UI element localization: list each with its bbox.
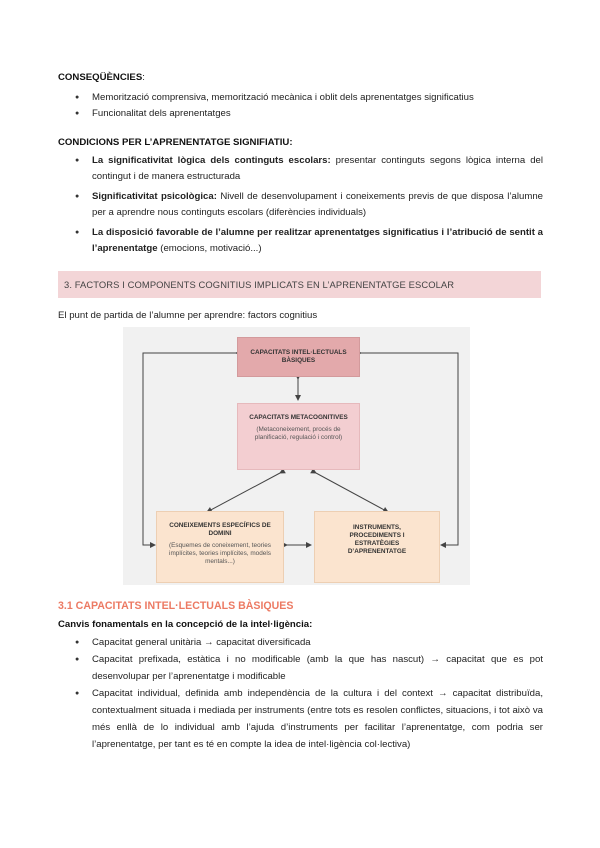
list-item: ● La disposició favorable de l’alumne per realitzar aprenentatges significatius i l’atribució de sentit a l’aprenentatge (emocions, motivació...)	[58, 225, 543, 257]
box-title: CONEIXEMENTS ESPECÍFICS DE DOMINI	[169, 522, 271, 537]
list-item: ● Significativitat psicològica: Nivell de desenvolupament i coneixements previs de que disposa l’alumne per a aprendre nous continguts escolars (diferències individuals)	[58, 189, 543, 221]
box-metacognitive-capacities	[237, 403, 360, 470]
box-domain-specific-knowledge	[156, 511, 284, 583]
section-intro: El punt de partida de l’alumne per aprendre: factors cognitius	[58, 310, 318, 321]
section-subheading: Canvis fonamentals en la concepció de la intel·ligència:	[58, 619, 313, 630]
intelligence-changes-list	[58, 634, 543, 753]
list-item: ● Capacitat general unitària → capacitat diversificada	[58, 634, 543, 651]
list-item: ● Funcionalitat dels aprenentatges	[58, 106, 548, 122]
consequences-heading: CONSEQÜÈNCIES:	[58, 72, 145, 83]
list-item: ● Capacitat prefixada, estàtica i no modificable (amb la que has nascut) → capacitat que es pot desenvolupar per l’aprenentatge i modificable	[58, 651, 543, 685]
box-title: INSTRUMENTS, PROCEDIMENTS I ESTRATÈGIES D’APRENENTATGE	[347, 524, 407, 555]
box-basic-intellectual-capacities	[237, 337, 360, 377]
arrow-middle-right	[316, 473, 388, 512]
list-item: ● Memorització comprensiva, memorització mecànica i oblit dels aprenentatges significatius	[58, 90, 548, 106]
box-learning-strategies	[314, 511, 440, 583]
list-item: ● Capacitat individual, definida amb independència de la cultura i del context → capacitat distribuïda, contextualment situada i mediada per instruments (entre tots es resolen conflictes, situacions, i tot això va més enllà de lo individual amb l’ajuda d’instruments per facilitar l’aprenentatge, com podria ser l’aprenentatge, per tant es té en compte la idea de intel·ligència col·lectiva)	[58, 685, 543, 753]
box-title: CAPACITATS METACOGNITIVES	[249, 414, 348, 421]
list-item: ● La significativitat lògica dels continguts escolars: presentar continguts segons lògica interna del contingut i de manera estructurada	[58, 153, 543, 185]
arrow-middle-left	[207, 473, 280, 512]
conditions-heading: CONDICIONS PER L’APRENENTATGE SIGNIFIATIU:	[58, 137, 293, 148]
box-subtitle: (Metaconeixement, procés de planificació, regulació i control)	[254, 426, 343, 441]
section-title: 3.1 CAPACITATS INTEL·LECTUALS BÀSIQUES	[58, 600, 294, 612]
section-banner: 3. FACTORS I COMPONENTS COGNITIUS IMPLICATS EN L’APRENENTATGE ESCOLAR	[58, 271, 541, 298]
box-subtitle: (Esquemes de coneixement, teories implícites, teories implícites, models mentals...)	[169, 542, 271, 565]
box-title: CAPACITATS INTEL·LECTUALS BÀSIQUES	[250, 349, 347, 364]
